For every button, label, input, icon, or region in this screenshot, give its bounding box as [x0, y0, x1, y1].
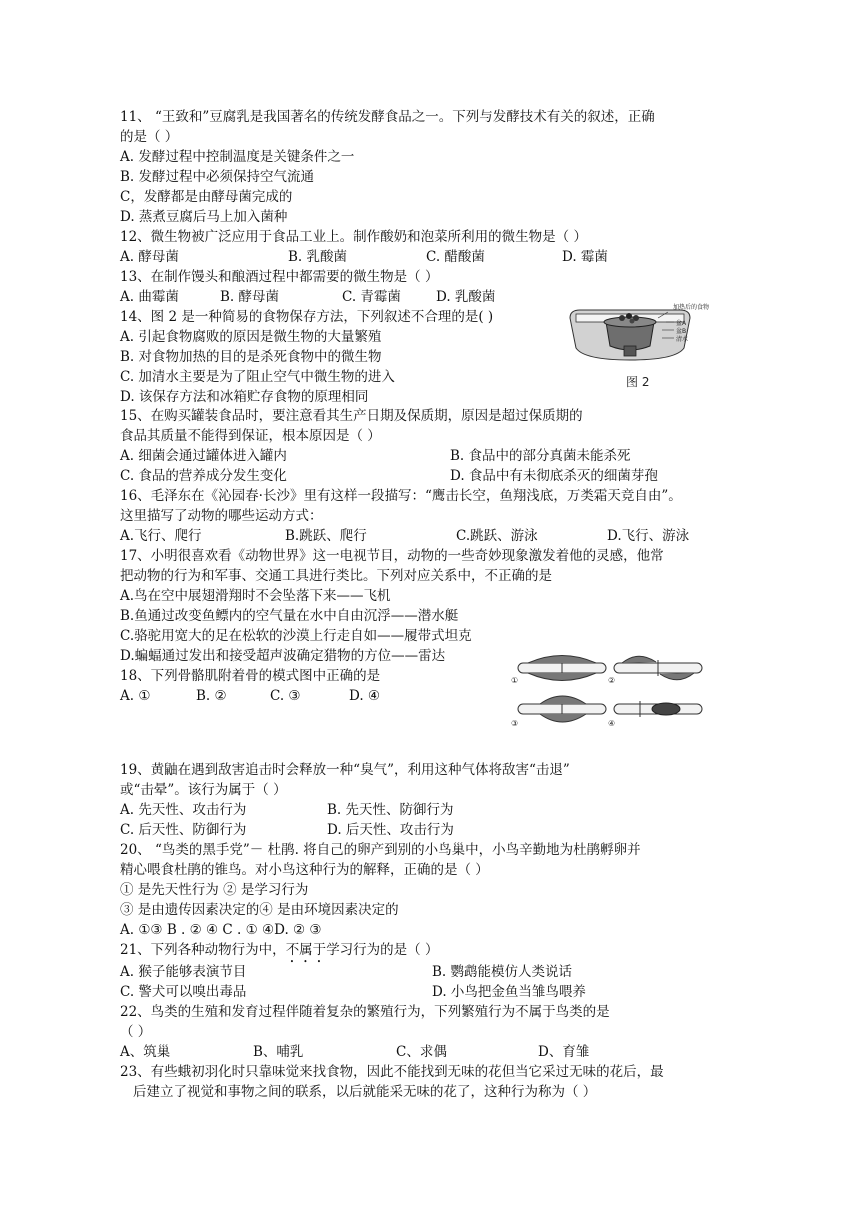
q14-option-b: B. 对食物加热的目的是杀死食物中的微生物 — [120, 349, 382, 365]
q17-stem-line1: 17、小明很喜欢看《动物世界》这一电视节目，动物的一些奇妙现象激发着他的灵感，他常 — [120, 548, 664, 564]
q16-option-a: A.飞行、爬行 — [120, 528, 202, 544]
q17-option-d: D.蝙蝠通过发出和接受超声波确定猎物的方位——雷达 — [120, 648, 446, 664]
q16-options — [120, 526, 740, 546]
q22-option-c: C、求偶 — [396, 1044, 447, 1060]
q20-statement-3-4: ③ 是由遗传因素决定的④ 是由环境因素决定的 — [120, 902, 399, 918]
q19-option-a: A. 先天性、攻击行为 — [120, 802, 247, 818]
q19-stem-line1: 19、黄鼬在遇到敌害追击时会释放一种“臭气”，利用这种气体将敌害“击退” — [120, 762, 570, 778]
muscle-bone-diagram — [510, 650, 710, 730]
q15-option-d: D. 食品中有未彻底杀灭的细菌芽孢 — [450, 468, 658, 484]
q11-stem-line2: 的是（ ） — [120, 129, 179, 145]
q14-option-d: D. 该保存方法和冰箱贮存食物的原理相同 — [120, 389, 369, 405]
q17-stem-line2: 把动物的行为和军事、交通工具进行类比。下列对应关系中，不正确的是 — [120, 568, 552, 584]
q22-option-d: D、育雏 — [538, 1044, 590, 1060]
q18-option-c: C. ③ — [270, 688, 301, 704]
q17-option-c: C.骆驼用宽大的足在松软的沙漠上行走自如——履带式坦克 — [120, 628, 472, 644]
q15-options-row1 — [120, 446, 740, 466]
q21-stem-emphasis: 不属于 — [285, 942, 327, 958]
q15-option-b: B. 食品中的部分真菌未能杀死 — [450, 448, 631, 464]
q20-statement-1-2: ① 是先天性行为 ② 是学习行为 — [120, 882, 309, 898]
q16-option-d: D.飞行、游泳 — [607, 528, 690, 544]
q20-stem-line1: 20、 “鸟类的黑手党”－ 杜鹃. 将自己的卵产到别的小鸟巢中，小鸟辛勤地为杜鹃孵卵并 — [120, 842, 641, 858]
q19-options-row1 — [120, 800, 540, 820]
q21-option-a: A. 猴子能够表演节目 — [120, 964, 247, 980]
q13-option-b: B. 酵母菌 — [220, 289, 280, 305]
q16-option-b: B.跳跃、爬行 — [285, 528, 367, 544]
q12-option-c: C. 醋酸菌 — [426, 249, 485, 265]
q21-options-row1 — [120, 962, 740, 982]
q11-option-c: C，发酵都是由酵母菌完成的 — [120, 189, 293, 205]
q23-stem-line1: 23、有些蛾初羽化时只靠味觉来找食物，因此不能找到无味的花但当它采过无味的花后，最 — [120, 1064, 664, 1080]
q22-option-b: B、哺乳 — [253, 1044, 304, 1060]
q15-option-c: C. 食品的营养成分发生变化 — [120, 468, 287, 484]
q20-choices: A. ①③ B . ② ④ C . ① ④D. ② ③ — [120, 922, 322, 938]
q16-stem-line2: 这里描写了动物的哪些运动方式： — [120, 508, 323, 524]
q13-stem: 13、在制作馒头和酿酒过程中都需要的微生物是（ ） — [120, 269, 439, 285]
figure-2-food-preservation — [566, 300, 716, 392]
q19-options-row2 — [120, 820, 540, 840]
q13-options — [120, 287, 540, 307]
fig2-caption: 图 2 — [626, 375, 650, 389]
q13-option-a: A. 曲霉菌 — [120, 289, 179, 305]
fig2-label-food: 加热后的食物 — [673, 304, 710, 311]
q17-option-b: B.鱼通过改变鱼鳔内的空气量在水中自由沉浮——潜水艇 — [120, 608, 459, 624]
q11-option-b: B. 发酵过程中必须保持空气流通 — [120, 169, 315, 185]
q21-option-d: D. 小鸟把金鱼当雏鸟喂养 — [432, 984, 586, 1000]
q19-option-c: C. 后天性、防御行为 — [120, 822, 247, 838]
fig-num-1: ① — [511, 676, 519, 685]
q14-option-a: A. 引起食物腐败的原因是微生物的大量繁殖 — [120, 329, 382, 345]
q15-options-row2 — [120, 466, 740, 486]
q11-stem-line1: 11、 “王致和”豆腐乳是我国著名的传统发酵食品之一。下列与发酵技术有关的叙述，正确 — [120, 109, 655, 125]
q19-option-d: D. 后天性、攻击行为 — [327, 822, 454, 838]
q23-stem-line2: 后建立了视觉和事物之间的联系，以后就能采无味的花了，这种行为称为（ ） — [133, 1084, 597, 1100]
q16-stem-line1: 16、毛泽东在《沁园春·长沙》里有这样一段描写：“鹰击长空，鱼翔浅底，万类霜天竞自由”。 — [120, 488, 682, 504]
q11-option-d: D. 蒸煮豆腐后马上加入菌种 — [120, 209, 288, 225]
q16-option-c: C.跳跃、游泳 — [456, 528, 538, 544]
q18-stem: 18、下列骨骼肌附着骨的模式图中正确的是 — [120, 668, 381, 684]
q15-stem-line2: 食品其质量不能得到保证，根本原因是（ ） — [120, 428, 381, 444]
q21-options-row2 — [120, 982, 740, 1002]
q22-stem-line2: （ ） — [120, 1024, 152, 1040]
food-preservation-diagram — [566, 300, 716, 392]
q22-options — [120, 1042, 680, 1062]
q12-option-d: D. 霉菌 — [562, 249, 608, 265]
q20-stem-line2: 精心喂食杜鹃的锥鸟。对小鸟这种行为的解释，正确的是（ ） — [120, 862, 489, 878]
q19-stem-line2: 或“击晕”。该行为属于（ ） — [120, 782, 287, 798]
q22-option-a: A、筑巢 — [120, 1044, 171, 1060]
q12-stem: 12、微生物被广泛应用于食品工业上。制作酸奶和泡菜所利用的微生物是（ ） — [120, 229, 587, 245]
fig-num-2: ② — [608, 676, 616, 685]
fig-num-3: ③ — [511, 719, 519, 728]
q11-option-a: A. 发酵过程中控制温度是关键条件之一 — [120, 149, 355, 165]
q21-option-b: B. 鹦鹉能模仿人类说话 — [432, 964, 573, 980]
q18-option-d: D. ④ — [349, 688, 381, 704]
fig-num-4: ④ — [608, 719, 616, 728]
q15-option-a: A. 细菌会通过罐体进入罐内 — [120, 448, 287, 464]
fig2-label-water: 清水 — [676, 336, 689, 343]
q13-option-c: C. 青霉菌 — [342, 289, 401, 305]
q17-option-a: A.鸟在空中展翅滑翔时不会坠落下来——飞机 — [120, 588, 391, 604]
q21-option-c: C. 警犬可以嗅出毒品 — [120, 984, 247, 1000]
q22-stem-line1: 22、鸟类的生殖和发育过程伴随着复杂的繁殖行为，下列繁殖行为不属于鸟类的是 — [120, 1004, 610, 1020]
q19-option-b: B. 先天性、防御行为 — [327, 802, 454, 818]
q18-option-b: B. ② — [196, 688, 227, 704]
fig2-label-b: 盆B — [676, 328, 687, 335]
q18-option-a: A. ① — [120, 688, 151, 704]
q21-stem-pre: 21、下列各种动物行为中， — [120, 942, 286, 958]
figure-skeletal-muscle — [510, 650, 710, 730]
q12-option-b: B. 乳酸菌 — [288, 249, 348, 265]
q21-stem-post: 学习行为的是（ ） — [326, 942, 439, 958]
fig2-label-a: 盆A — [676, 320, 687, 327]
q12-option-a: A. 酵母菌 — [120, 249, 179, 265]
q13-option-d: D. 乳酸菌 — [436, 289, 496, 305]
q12-options — [120, 247, 680, 267]
q14-stem: 14、图 2 是一种简易的食物保存方法，下列叙述不合理的是( ) — [120, 309, 494, 325]
q14-option-c: C. 加清水主要是为了阻止空气中微生物的进入 — [120, 369, 395, 385]
q18-options — [120, 686, 420, 706]
q15-stem-line1: 15、在购买罐装食品时，要注意看其生产日期及保质期，原因是超过保质期的 — [120, 408, 583, 424]
